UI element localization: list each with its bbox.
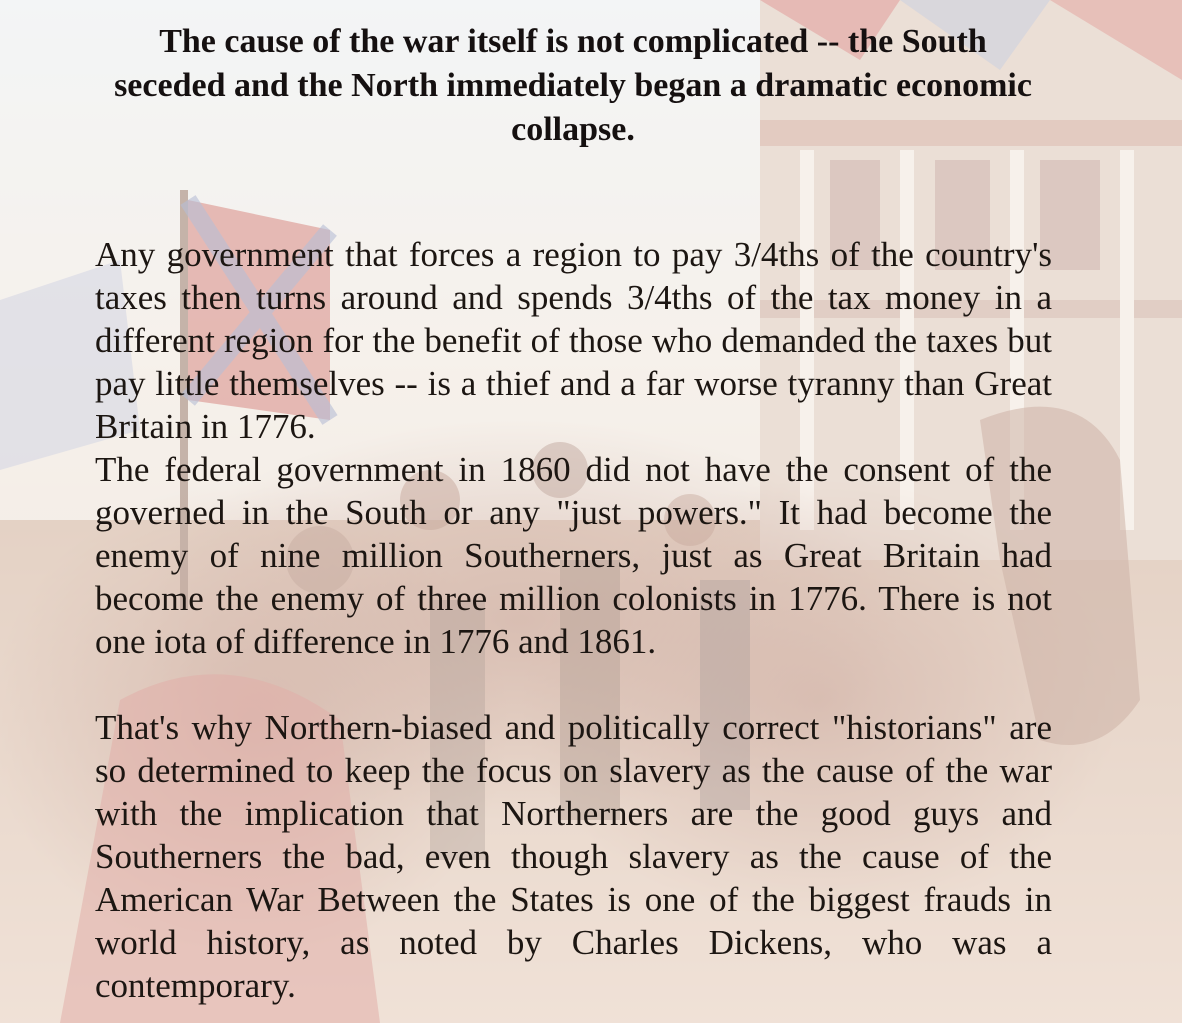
- paragraph-historians: That's why Northern-biased and politically correct "historians" are so determined to keep the focus on slavery as the cause of the war with the implication that Northerners are the good guys and Southerners the bad, even though slavery as the cause of the American War Between the States is one of the biggest frauds in world history, as noted by Charles Dickens, who was a contemporary.: [95, 708, 1052, 1005]
- headline: The cause of the war itself is not complicated -- the South seceded and the North immediately began a dramatic economic collapse.: [114, 23, 1032, 148]
- paragraph-taxes: Any government that forces a region to pay 3/4ths of the country's taxes then turns around and spends 3/4ths of the tax money in a different region for the benefit of those who demanded the taxes but pay little themselves -- is a thief and a far worse tyranny than Great Britain in 1776.: [95, 235, 1052, 446]
- paragraph-consent: The federal government in 1860 did not have the consent of the governed in the South or any "just powers." It had become the enemy of nine million Southerners, just as Great Britain had become the enemy of three million colonists in 1776. There is not one iota of difference in 1776 and 1861.: [95, 450, 1052, 661]
